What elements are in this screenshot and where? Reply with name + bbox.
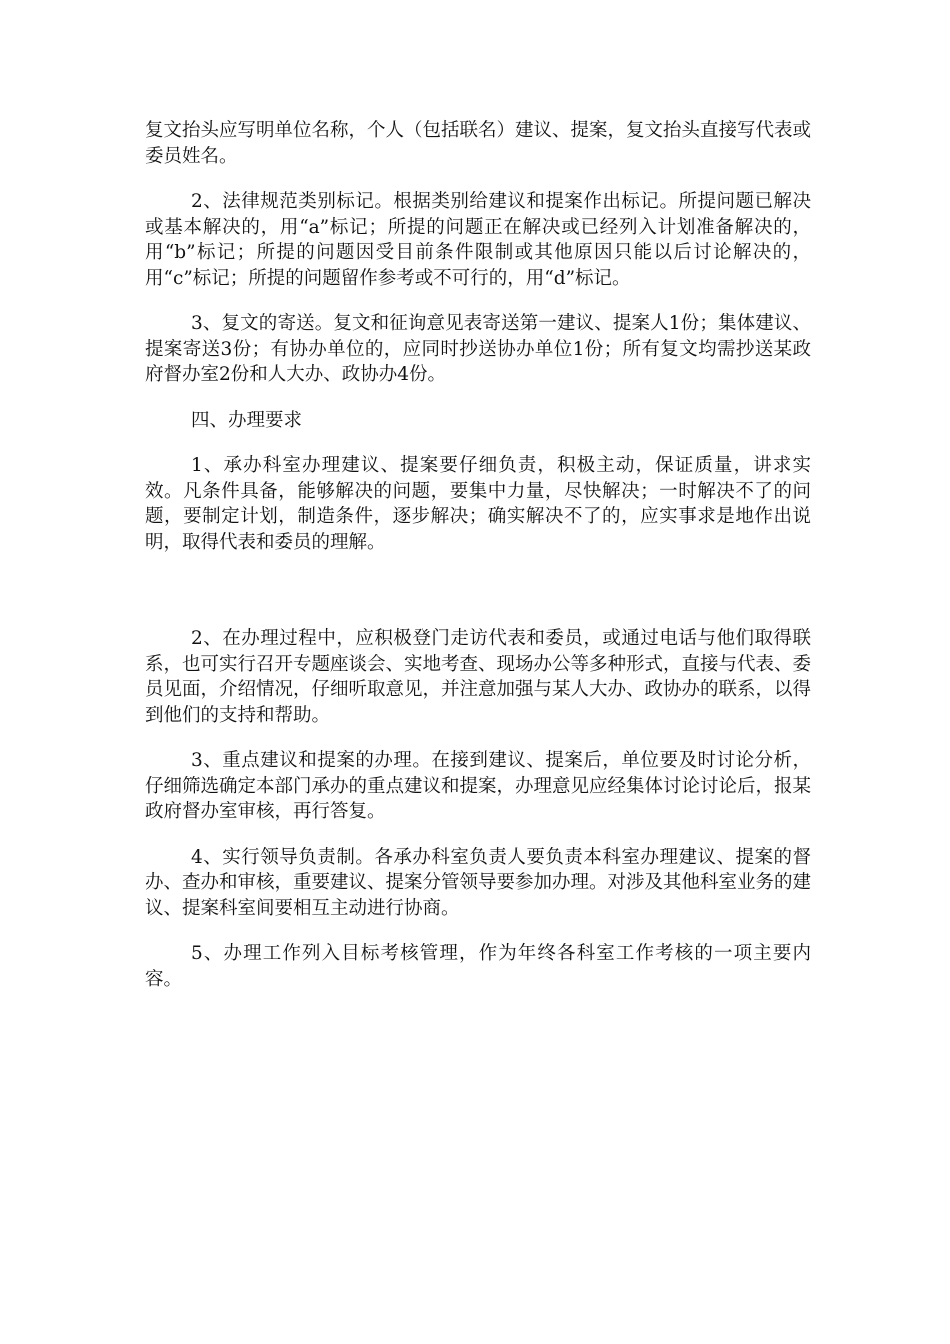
section-heading-requirements: 四、办理要求 — [191, 409, 303, 431]
paragraph-requirement-1: 1、承办科室办理建议、提案要仔细负责，积极主动，保证质量，讲求实效。凡条件具备，能够解决的问题，要集中力量，尽快解决；一时解决不了的问题，要制定计划，制造条件，逐步解决；确实解决不了的，应实事求是地作出说明，取得代表和委员的理解。 — [145, 455, 811, 553]
paragraph-category-marks: 2、法律规范类别标记。根据类别给建议和提案作出标记。所提问题已解决或基本解决的，用“a”标记；所提的问题正在解决或已经列入计划准备解决的，用“b”标记；所提的问题因受目前条件限制或其他原因只能以后讨论解决的，用“c”标记；所提的问题留作参考或不可行的，用“d”标记。 — [145, 191, 811, 289]
paragraph-requirement-5: 5、办理工作列入目标考核管理，作为年终各科室工作考核的一项主要内容。 — [145, 943, 811, 990]
paragraph-requirement-2: 2、在办理过程中，应积极登门走访代表和委员，或通过电话与他们取得联系，也可实行召开专题座谈会、实地考查、现场办公等多种形式，直接与代表、委员见面，介绍情况，仔细听取意见，并注意加强与某人大办、政协办的联系，以得到他们的支持和帮助。 — [145, 628, 812, 726]
document-page — [145, 118, 811, 992]
paragraph-requirement-3: 3、重点建议和提案的办理。在接到建议、提案后，单位要及时讨论分析，仔细筛选确定本部门承办的重点建议和提案，办理意见应经集体讨论讨论后，报某政府督办室审核，再行答复。 — [145, 750, 812, 822]
paragraph-requirement-4: 4、实行领导负责制。各承办科室负责人要负责本科室办理建议、提案的督办、查办和审核，重要建议、提案分管领导要参加办理。对涉及其他科室业务的建议、提案科室间要相互主动进行协商。 — [145, 846, 812, 919]
paragraph-reply-header: 复文抬头应写明单位名称，个人（包括联名）建议、提案，复文抬头直接写代表或委员姓名。 — [145, 120, 812, 167]
paragraph-reply-delivery: 3、复文的寄送。复文和征询意见表寄送第一建议、提案人1份；集体建议、提案寄送3份；有协办单位的，应同时抄送协办单位1份；所有复文均需抄送某政府督办室2份和人大办、政协办4份。 — [145, 313, 811, 385]
